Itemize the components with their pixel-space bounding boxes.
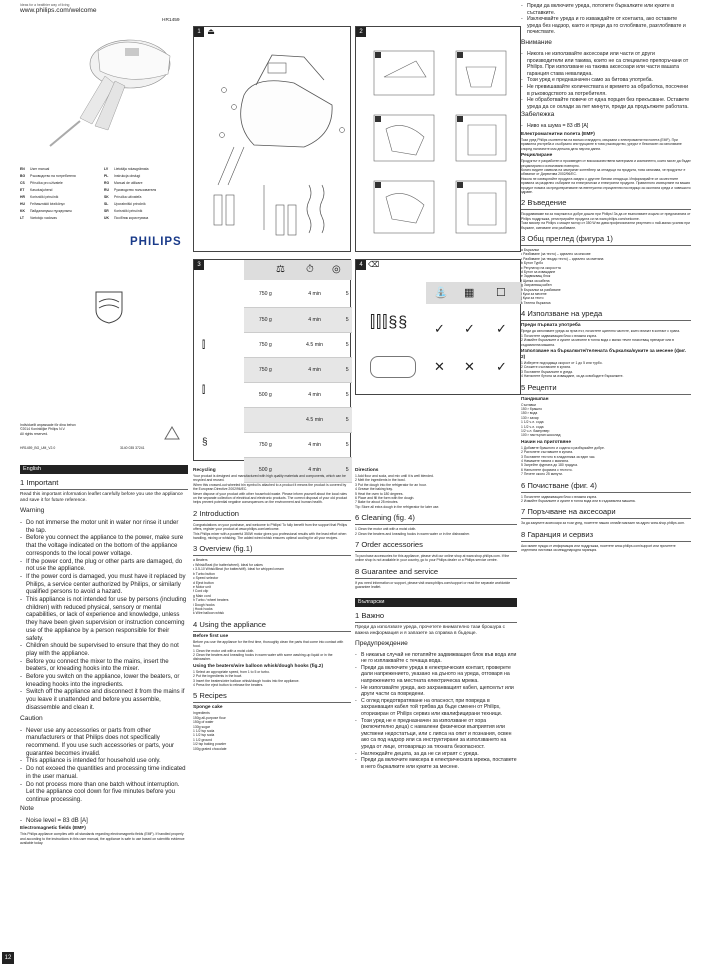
language-name: Korisnički priručnik (30, 195, 59, 199)
table-row (244, 357, 352, 382)
language-bar-bulgarian: Български (355, 598, 517, 607)
bg-section-4-sub-2: Използване на бъркалките/телената бъркалка/куките за месене (фиг. 2) (521, 348, 686, 360)
language-code: HR (20, 195, 25, 199)
language-code: ET (20, 188, 25, 192)
language-name: Korisnički priručnik (114, 209, 143, 213)
direction-item: 5 Heat the oven to 180 degrees. (355, 491, 404, 496)
section-4-text: Before you use the appliance for the first time, thoroughly clean the parts that come into contact with food. (193, 639, 344, 649)
recycling-text-2: When this crossed-out wheeled bin symbol is attached to a product it means the product is covered by the European Directive 2002/96/EC. (193, 482, 347, 492)
table-cell-speed: 5 (342, 307, 352, 332)
language-name: Kasutusjuhend (30, 188, 53, 192)
warning-item: - Before you connect the appliance to the power, make sure that the voltage indicated on the bottom of the appliance corresponds to the local power voltage. (20, 534, 188, 557)
table-row (244, 382, 352, 407)
language-entry (104, 194, 188, 201)
warning-item: - Before you switch on the appliance, lower the beaters, or kneading hooks into the ingredients. (20, 673, 188, 688)
directions-title: Directions (355, 468, 379, 473)
mixer-product-image (20, 26, 188, 161)
usage-steps-diagram (356, 37, 522, 251)
language-name: Руководство пользователя (114, 188, 157, 192)
overview-item: g Main cord (193, 593, 211, 598)
table-row (244, 282, 352, 307)
language-code: SL (104, 202, 109, 206)
table-cell-speed: 5 (342, 407, 352, 432)
step-item: 2 Сложете съставките в купата. (521, 365, 571, 370)
ingredient-item: 1 1/2 ч.л. сода (521, 420, 544, 425)
dishwasher-icon: ▦ (464, 287, 475, 299)
overview-item: • Разбиване (за твърдо тесто) – идеално за сметана (521, 256, 604, 261)
warning-item: - Before you connect the mixer to the mains, insert the beaters, or kneading hooks into the mixer. (20, 658, 188, 673)
bg-overview-list (521, 248, 691, 305)
step-item: 4 Press the eject button to release the beaters. (193, 683, 264, 687)
bulgarian-col-4 (521, 3, 691, 553)
note-item: - Noise level = 83 dB [A] (20, 817, 188, 825)
bg-warning-title: Предупреждение (355, 639, 408, 647)
language-name: Felhasználói kézikönyv (30, 202, 65, 206)
direction-item: 1 Добавете брашното и содата и разбъркайте добре. (521, 445, 605, 450)
overview-item: e Motor unit (193, 584, 211, 589)
step-item: 3 Поставете бъркалките в уреда. (521, 369, 574, 374)
language-name: Manual de utilizare (114, 181, 143, 185)
recycling-title: Recycling (193, 468, 216, 473)
cleaning-list (355, 527, 517, 536)
language-name: Uporabniški priročnik (114, 202, 146, 206)
step-item: 1 Изберете подходяща скорост от 1 до 5 или турбо. (521, 360, 603, 365)
bg-section-8-title: 8 Гаранция и сервиз (521, 530, 691, 542)
table-cell-speed: 5 (342, 357, 352, 382)
language-code: PL (104, 174, 109, 178)
plug-icon: ⏏ (207, 27, 215, 36)
warning-item: - This appliance is not intended for use by persons (including children) with reduced physical, sensory or mental capabilities, or lack of experience and knowledge, unless they have been given supervision or instruction concerning use of the appliance by a person responsible for their safety. (20, 596, 188, 642)
note-item: - Ниво на шума = 83 dB [A] (521, 123, 691, 130)
language-entry (104, 187, 188, 194)
direction-item: 2 Melt the ingredients in the bowl. (355, 478, 406, 483)
recipe-ingredients (193, 716, 351, 751)
bg-section-1-title: 1 Важно (355, 611, 517, 623)
language-entry (104, 166, 188, 173)
language-code: LT (20, 216, 24, 220)
language-entry (104, 173, 188, 180)
bg-section-7-title: 7 Поръчване на аксесоари (521, 507, 691, 519)
overview-item: d Бутон за изваждане (521, 270, 556, 275)
bg-section-2-text: Поздравяваме ви за покупката и добре дошли при Philips! За да се възползвате изцяло от предлаганата от Philips поддръжка, регистрирайте продукта си на www.philips.com/welcome. (521, 212, 691, 221)
footer-legal: Individuellt anpassade för dina behov ©2014 Koninklijke Philips N.V. All rights reserved. (20, 423, 76, 436)
bg-section-4-text: Преди да използвате уреда за пръв път, почистете щателно частите, които влизат в контакт с храна. (521, 329, 681, 334)
recipe-table (244, 282, 352, 483)
caution-item: - This appliance is intended for household use only. (20, 757, 188, 765)
bg-note-title: Забележка (521, 111, 555, 119)
overview-item: d Eject button (193, 580, 214, 585)
section-4-list (193, 649, 351, 662)
language-code: SR (104, 209, 109, 213)
figure-panel-3: 3 ⚖ ⏱ ◎ ⫿ ⫿ § 750 g 4 min 5 750 g 4 min 5 750 g 4.5 min 5 750 g 4 min 5 500 g 4 min 5 4.5 min 5 750 g 4 min 5 500 g 4 min 5 (193, 259, 351, 461)
cross-mark-icon: ✕ (464, 359, 475, 374)
overview-item: a Beaters (193, 558, 208, 563)
language-name: Příručka pro uživatele (30, 181, 63, 185)
overview-item: c Регулатор на скоростта (521, 265, 561, 270)
caution-item: - Do not exceed the quantities and processing time indicated in the user manual. (20, 765, 188, 780)
table-cell-time: 4 min (287, 382, 343, 407)
language-code: LV (104, 167, 109, 171)
language-name: Instrukcja obsługi (114, 174, 141, 178)
table-cell-speed: 5 (342, 332, 352, 357)
caution-item: - Do not process more than one batch without interruption. Let the appliance cool down for five minutes before you continue processing. (20, 781, 188, 804)
warning-item: - Children should be supervised to ensure that they do not play with the appliance. (20, 642, 188, 657)
mixer-overview-diagram (194, 35, 352, 250)
ingredient-item: 1 1/2 ч.л. сода (521, 424, 544, 429)
overview-item: h Turbo / wheel beaters (193, 598, 229, 603)
check-mark-icon: ✓ (496, 359, 507, 374)
caution-title: Caution (20, 714, 43, 722)
direction-item: 3 Поставете тестото в хладилника за един час. (521, 454, 596, 459)
overview-item: j Куки за тесто (521, 296, 544, 301)
section-1-intro: Read this important information leaflet carefully before you use the appliance and save it for future reference. (20, 492, 183, 503)
overview-item: h Бъркалки за разбиване (521, 287, 561, 292)
warning-item: - Switch off the appliance and disconnect it from the mains if you leave it unattended and before you assemble, disassemble and clean it. (20, 688, 188, 711)
note-list (20, 817, 188, 825)
ingredient-item: 150 г вода (521, 411, 538, 416)
language-code: CS (20, 181, 25, 185)
language-bar-english: English (20, 465, 188, 474)
language-entry (20, 201, 104, 208)
bg-directions-title: Начин на приготвяне (521, 439, 571, 445)
warning-item: - Преди да включите миксера в електрическата мрежа, поставете в него бъркалките или куките за месене. (355, 757, 517, 770)
language-entry (20, 187, 104, 194)
column-1 (20, 0, 188, 450)
section-7-title: 7 Order accessories (355, 540, 517, 552)
table-cell-time: 4.5 min (287, 332, 343, 357)
bg-recycling-title: Рециклиране (521, 153, 553, 159)
english-col-2 (193, 466, 351, 751)
warning-item: - С оглед предотвратяване на опасност, при повреда в захранващия кабел той трябва да бъде сменен от Philips, оторизиран от Philips сервиз или квалифицирани техници. (355, 698, 517, 718)
direction-item: 1 Add flour and soda, and mix until it is well blended. (355, 474, 434, 478)
figure-panel-1: 1 ⏏ (193, 26, 351, 252)
page-number: 12 (2, 952, 14, 964)
language-name: Пайдаланушы нұсқаулығы (30, 209, 72, 213)
bg-section-2-title: 2 Въведение (521, 198, 691, 210)
overview-item: e Задвижващ блок (521, 274, 551, 279)
warning-list (20, 519, 188, 712)
step-item: 2 Измийте бъркалките и куките за месене в топла вода с малко течен почистващ препарат или в съдомиялна машина. (521, 338, 674, 347)
bg-directions-steps (521, 446, 691, 477)
bg-caution-list (521, 51, 691, 110)
table-cell-time: 4 min (287, 357, 343, 382)
note-title: Note (20, 804, 34, 812)
language-entry (20, 166, 104, 173)
emf-title: Electromagnetic fields (EMF) (20, 826, 86, 832)
language-code: RU (104, 188, 109, 192)
section-4-sub-2: Using the beaters/wire balloon whisk/dough hooks (fig.2) (193, 663, 324, 669)
table-row (244, 432, 352, 457)
direction-item: 6 Напълнете формата с тестото. (521, 467, 573, 472)
ingredient-item: 130g sugar (193, 724, 210, 729)
philips-logo: PHILIPS (130, 236, 182, 248)
section-3-title: 3 Overview (fig.1) (193, 544, 351, 556)
overview-item: c Speed selector (193, 576, 219, 581)
overview-item: b Turbo button (193, 571, 215, 576)
language-code: UK (104, 216, 109, 220)
bg-emf-text: Този уред Philips съответства на всички стандарти, свързани с електромагнитни полета (EMF). При правилна употреба и съобразно инструкциите в това ръководство, уредът е безопасен за използване според наличните към днешна дата научни данни. (521, 137, 682, 151)
language-entry (20, 215, 104, 222)
language-entry (104, 201, 188, 208)
step-item: 1 Select an appropriate speed, from 1 to 5 or turbo. (193, 669, 270, 674)
step-item: 2 Clean the beaters and kneading hooks in warm water with some washing-up liquid or in the dishwasher. (193, 652, 333, 662)
step-item: 4 Натиснете бутона за изваждане, за да освободите бъркалките. (521, 374, 624, 379)
language-name: Lietotāja rokasgrāmata (114, 167, 149, 171)
bg-note-list (521, 123, 691, 130)
warning-item: - В никакъв случай не потапяйте задвижващия блок във вода или не го изплаквайте с течаща вода. (355, 652, 517, 665)
table-cell-time: 4.5 min (287, 407, 343, 432)
language-name: Посібник користувача (114, 216, 149, 220)
bg-warning-list (355, 652, 517, 771)
ingredient-item: 1/2 ч.л. бакпулвер (521, 428, 550, 433)
language-code: RO (104, 181, 110, 185)
bg-recycling-1: Продуктът е разработен и произведен от висококачествени материали и компоненти, които могат да бъдат рециклирани и използвани повторно. (521, 159, 691, 168)
section-5-sub-2: Ingredients (193, 711, 210, 716)
caution-item: - Не обработвайте повече от една порция без прекъсване. Оставете уреда да се охлади за пет минути, преди да продължите работата. (521, 97, 691, 110)
overview-item: • Whisk/Beat (for batter/wheel). Ideal for cakes (193, 562, 263, 567)
step-item: 1 Почистете задвижващия блок с влажна кърпа. (521, 494, 598, 499)
direction-item: 7 Печете около 25 минути. (521, 472, 563, 477)
hook-group-icon: § (202, 437, 208, 448)
english-section (20, 465, 188, 846)
table-cell-speed: 5 (342, 457, 352, 482)
bg-section-1-intro: Преди да използвате уреда, прочетете внимателно тази брошура с важна информация и я запазете за справка в бъдеще. (355, 624, 506, 636)
ingredient-item: 150 г брашно (521, 406, 542, 411)
footer-code-2: 3140 035 37241 (120, 446, 145, 450)
table-cell-time: 4 min (287, 307, 343, 332)
language-entry (20, 173, 104, 180)
footer-code-1: HR1459_BG_UM_V2.0 (20, 446, 56, 450)
overview-item: k Телена бъркалка (521, 300, 551, 305)
step-item: 2 Put the ingredients in the bowl. (193, 674, 243, 679)
cross-mark-icon: ✕ (434, 359, 445, 374)
bg-section-7-text: За да закупите аксесоари за този уред, посетете нашия онлайн магазин на адрес www.shop.philips.com. (521, 521, 686, 526)
step-item: 1 Почистете задвижващия блок с влажна кърпа. (521, 333, 598, 338)
recycling-text-3: Never dispose of your product with other household waste. Please inform yourself about the local rules on the separate collection of electrical and electronic products. The correct disposal of your old product helps prevent potential negative consequences on the environment and human health. (193, 491, 348, 505)
bg-recipe-ingredients (521, 407, 691, 438)
language-name: User manual (30, 167, 50, 171)
ingredient-item: 1/2 tsp baking powder (193, 742, 227, 747)
philips-shield-icon (94, 290, 124, 324)
section-6-title: 6 Cleaning (fig. 4) (355, 513, 517, 525)
bg-warning-list-continued (521, 3, 691, 36)
table-row (244, 407, 352, 432)
table-cell-qty (244, 407, 287, 432)
overview-item: g Захранващ кабел (521, 283, 552, 288)
ingredient-item: 150g of water (193, 720, 214, 725)
bg-section-5-sub-2: Съставки (521, 402, 536, 407)
table-cell-time: 4 min (287, 432, 343, 457)
language-code: EN (20, 167, 25, 171)
bg-section-4-steps (521, 361, 691, 379)
warning-item: - Преди да включите уреда в електрическия контакт, проверете дали напрежението, указано на дъното на уреда, отговаря на напрежението на местната електрическа мрежа. (355, 665, 517, 685)
direction-item: 4 Намажете тавата с мазнина. (521, 459, 569, 463)
table-cell-qty: 750 g (244, 332, 287, 357)
table-cell-qty: 750 g (244, 432, 287, 457)
warning-item: - Наглеждайте децата, за да не си играят с уреда. (355, 751, 517, 758)
bg-section-5-sub: Пандишпан (521, 396, 549, 402)
section-5-title: 5 Recipes (193, 691, 351, 703)
section-8-title: 8 Guarantee and service (355, 567, 517, 579)
direction-item: 6 Place and fill the form with the dough. (355, 496, 415, 501)
direction-item: 3 Put the dough into the refrigerator for an hour. (355, 482, 427, 487)
overview-item: i Куки за месене (521, 292, 547, 297)
step-item: 2 Clean the beaters and kneading hooks in warm water or in the dishwasher. (355, 531, 470, 536)
table-row (244, 307, 352, 332)
direction-item: 2 Разтопете съставките в купата. (521, 450, 574, 455)
whisk-group-icon: ⫿ (202, 385, 206, 396)
table-cell-speed: 5 (342, 382, 352, 407)
section-1-title: 1 Important (20, 478, 188, 490)
section-7-text: To purchase accessories for this appliance, please visit our online shop at www.shop.philips.com. If the online shop is not available in your country, go to your Philips dealer or a Philips service centre. (355, 554, 510, 563)
section-4-title: 4 Using the appliance (193, 620, 351, 632)
overview-list (193, 558, 351, 615)
ingredient-item: 130 г захар (521, 415, 539, 420)
language-entry (20, 194, 104, 201)
language-code: KK (20, 209, 25, 213)
check-mark-icon: ✓ (496, 321, 507, 336)
table-cell-speed: 5 (342, 282, 352, 307)
warning-item: - Do not immerse the motor unit in water nor rinse it under the tap. (20, 519, 188, 534)
model-number: HR1459 (162, 18, 180, 23)
direction-item: 4 Grease the baking tray. (355, 487, 393, 492)
bg-cleaning-list (521, 495, 691, 504)
accessories-image: ⫿⫿⫿§§ (370, 314, 409, 331)
language-name: Ръководство на потребителя (30, 174, 76, 178)
recycling-text-1: Your product is designed and manufactured with high quality materials and components, which can be recycled and reused. (193, 474, 346, 483)
overview-item: j Hook hooks (193, 606, 213, 611)
overview-item: f Щипка за кабела (521, 278, 550, 283)
recycle-icon (164, 426, 180, 440)
caution-item: - Не превишавайте количествата и времето за обработка, посочени в ръководството за потребителя. (521, 84, 691, 97)
caution-item: - Никога не използвайте аксесоари или части от други производители или такива, които не са специално препоръчани от Philips. При използване на такива аксесоари или части вашата гаранция става невалидна. (521, 51, 691, 77)
language-name: Príručka užívateľa (114, 195, 142, 199)
overview-item: b Бутон Турбо (521, 261, 544, 266)
ingredient-item: 1 1/2 tsp soda (193, 729, 215, 734)
language-code: BG (20, 174, 26, 178)
bg-section-4-sub: Преди първата употреба (521, 323, 581, 329)
cloth-icon: ☐ (496, 287, 506, 299)
bg-section-4-title: 4 Използване на уреда (521, 309, 691, 321)
section-2-text-2: This Philips mixer with a powerful 350W motor gives you professional results with the least effort when handling, mixing or whisking. The added wired whisk ensures optimal cooling for all your recipes. (193, 531, 347, 541)
ingredient-item: 150g all-purpose flour (193, 715, 226, 720)
table-cell-qty: 500 g (244, 382, 287, 407)
step-item: 2 Измийте бъркалките и куките в топла вода или в съдомиялна машина. (521, 499, 636, 504)
caution-list (20, 727, 188, 804)
warning-item: - Не използвайте уреда, ако захранващият кабел, щепселът или други части са повредени. (355, 685, 517, 698)
bg-section-8-text: Ако имате нужда от информация или поддръжка, посетете www.philips.com/support или прочетете отделната листовка за международна гаранция. (521, 543, 676, 553)
header-small-line: Ideas for a healthier way of living (20, 3, 70, 7)
table-cell-qty: 750 g (244, 282, 287, 307)
step-item: 1 Clean the motor unit with a moist cloth. (355, 527, 417, 532)
section-4-sub: Before first use (193, 633, 229, 639)
table-cell-qty: 750 g (244, 307, 287, 332)
check-mark-icon: ✓ (434, 321, 445, 336)
bg-section-2-text-2: Този миксер на Philips с мощен мотор от 350 W ви дава професионални резултати с най-малко усилия при бъркане, смесване или разбиване. (521, 221, 690, 230)
bowl-icon: ⚖ (276, 264, 285, 275)
emf-text: This Philips appliance complies with all standards regarding electromagnetic fields (EMF). If handled properly and according to the instructions in this user manual, the appliance is safe to use based on scientific evidence available today. (20, 832, 185, 846)
ingredient-item: 100 г настърган шоколад (521, 433, 561, 438)
beater-group-icon: ⫿ (202, 340, 206, 351)
ingredient-item: 100g grated chocolate (193, 746, 227, 751)
language-entry (20, 208, 104, 215)
table-cell-time: 4 min (287, 282, 343, 307)
section-2-text: Congratulations on your purchase, and welcome to Philips! To fully benefit from the support that Philips offers, register your product at www.philips.com/welcome. (193, 522, 348, 532)
step-item: 1 Clean the motor unit with a moist cloth. (193, 648, 255, 653)
language-entry (104, 180, 188, 187)
overview-item: • 3.5-10 Whisk/Beat (for batter/stiff). Ideal for whipped cream (193, 567, 284, 572)
bg-caution-title: Внимание (521, 38, 552, 46)
header-url[interactable]: www.philips.com/welcome (20, 7, 97, 15)
figure-panel-4: 4 ⌫ ⛲ ▦ ☐ ⫿⫿⫿§§ ✓ ✓ ✓ ✕ ✕ ✓ (355, 259, 521, 395)
table-cell-time: 4 min (287, 457, 343, 482)
warning-item: - Този уред не е предназначен за използване от хора (включително деца) с намалени физически възприятия или умствени недостатъци, или с липса на опит и познания, освен ако са под надзор или са инструктирани за използването на уреда от лице, отговарящо за тяхната безопасност. (355, 718, 517, 751)
overview-item: k Wire balloon whisk (193, 611, 224, 616)
timer-icon: ⏱ (306, 264, 314, 275)
table-row (244, 332, 352, 357)
bg-recycling-3: Никога не изхвърляйте продукта заедно с другите битови отпадъци. Информирайте се за местните правила за разделно събиране на електрически и електронни продукти. Правилното изхвърляне на вашия продукт помага за предотвратяване на евентуални отрицателни последици за околната среда и човешкото здраве. (521, 176, 691, 194)
figure-panel-2: 2 (355, 26, 521, 252)
motor-unit-image (370, 356, 416, 378)
direction-item: 5 Загрейте фурната до 180 градуса. (521, 463, 578, 468)
cleaning-icon: ⌫ (368, 260, 380, 269)
speed-icon: ◎ (332, 264, 341, 275)
bg-emf-title: Електромагнитни полета (EMF) (521, 131, 595, 137)
section-8-text: If you need information or support, please visit www.philips.com/support or read the separate worldwide guarantee leaflet. (355, 580, 511, 590)
table-cell-qty: 500 g (244, 457, 287, 482)
bg-section-3-title: 3 Общ преглед (фигура 1) (521, 234, 691, 246)
tap-icon: ⛲ (434, 287, 448, 299)
language-code: HU (20, 202, 25, 206)
language-code: SK (104, 195, 109, 199)
language-entry (104, 208, 188, 215)
overview-item: • Разбиване (за тесто) – идеално за кексове (521, 252, 591, 257)
directions-steps (355, 474, 517, 505)
section-4-steps (193, 670, 351, 688)
overview-item: i Dough hooks (193, 602, 215, 607)
warning-item: - Изключвайте уреда и го изваждайте от контакта, ако оставите уреда без надзор, както и преди да го сглобявате, разглобявате и почиствате. (521, 16, 691, 36)
overview-item: f Cord clip (193, 589, 209, 594)
table-cell-speed: 5 (342, 432, 352, 457)
ingredient-item: 1 1/2 ground (193, 737, 213, 742)
language-name: Vartotojo vadovas (30, 216, 57, 220)
language-entry (104, 215, 188, 222)
check-mark-icon: ✓ (464, 321, 475, 336)
overview-item: a Бъркалки (521, 248, 539, 252)
directions-tip: Tip: Store all extra dough in the refrigerator for later use. (355, 504, 440, 509)
bg-recycling-2: Когато видите символа на зачеркнат контейнер за отпадъци на продукта, това означава, че продуктът е обхванат от Директива 2002/96/EC. (521, 167, 686, 177)
language-entry (20, 180, 104, 187)
ingredient-item: 1 1/2 tsp soda (193, 733, 215, 738)
warning-item: - Преди да включите уреда, потопете бъркалките или куките в съставките. (521, 3, 691, 16)
bg-section-5-title: 5 Рецепти (521, 383, 691, 395)
section-5-sub: Sponge cake (193, 705, 223, 711)
warning-title: Warning (20, 507, 45, 514)
bg-section-6-title: 6 Почистване (фиг. 4) (521, 481, 691, 493)
step-item: 3 Insert the beaters/wire balloon whisk/dough hooks into the appliance. (193, 678, 300, 683)
direction-item: 7 Bake for about 25 minutes. (355, 500, 399, 505)
warning-item: - If the power cord is damaged, you must have it replaced by Philips, a service center authorized by Philips, or similarly qualified persons to avoid a hazard. (20, 573, 188, 596)
table-cell-qty: 750 g (244, 357, 287, 382)
caution-item: - Never use any accessories or parts from other manufacturers or that Philips does not specifically recommend. If you use such accessories or parts, your guarantee becomes invalid. (20, 727, 188, 758)
bg-section-4-list (521, 334, 691, 347)
english-col-3 (355, 466, 517, 770)
section-2-title: 2 Introduction (193, 509, 351, 521)
caution-item: - Този уред е предназначен само за битова употреба. (521, 77, 691, 84)
warning-item: - If the power cord, the plug or other parts are damaged, do not use the appliance. (20, 558, 188, 573)
